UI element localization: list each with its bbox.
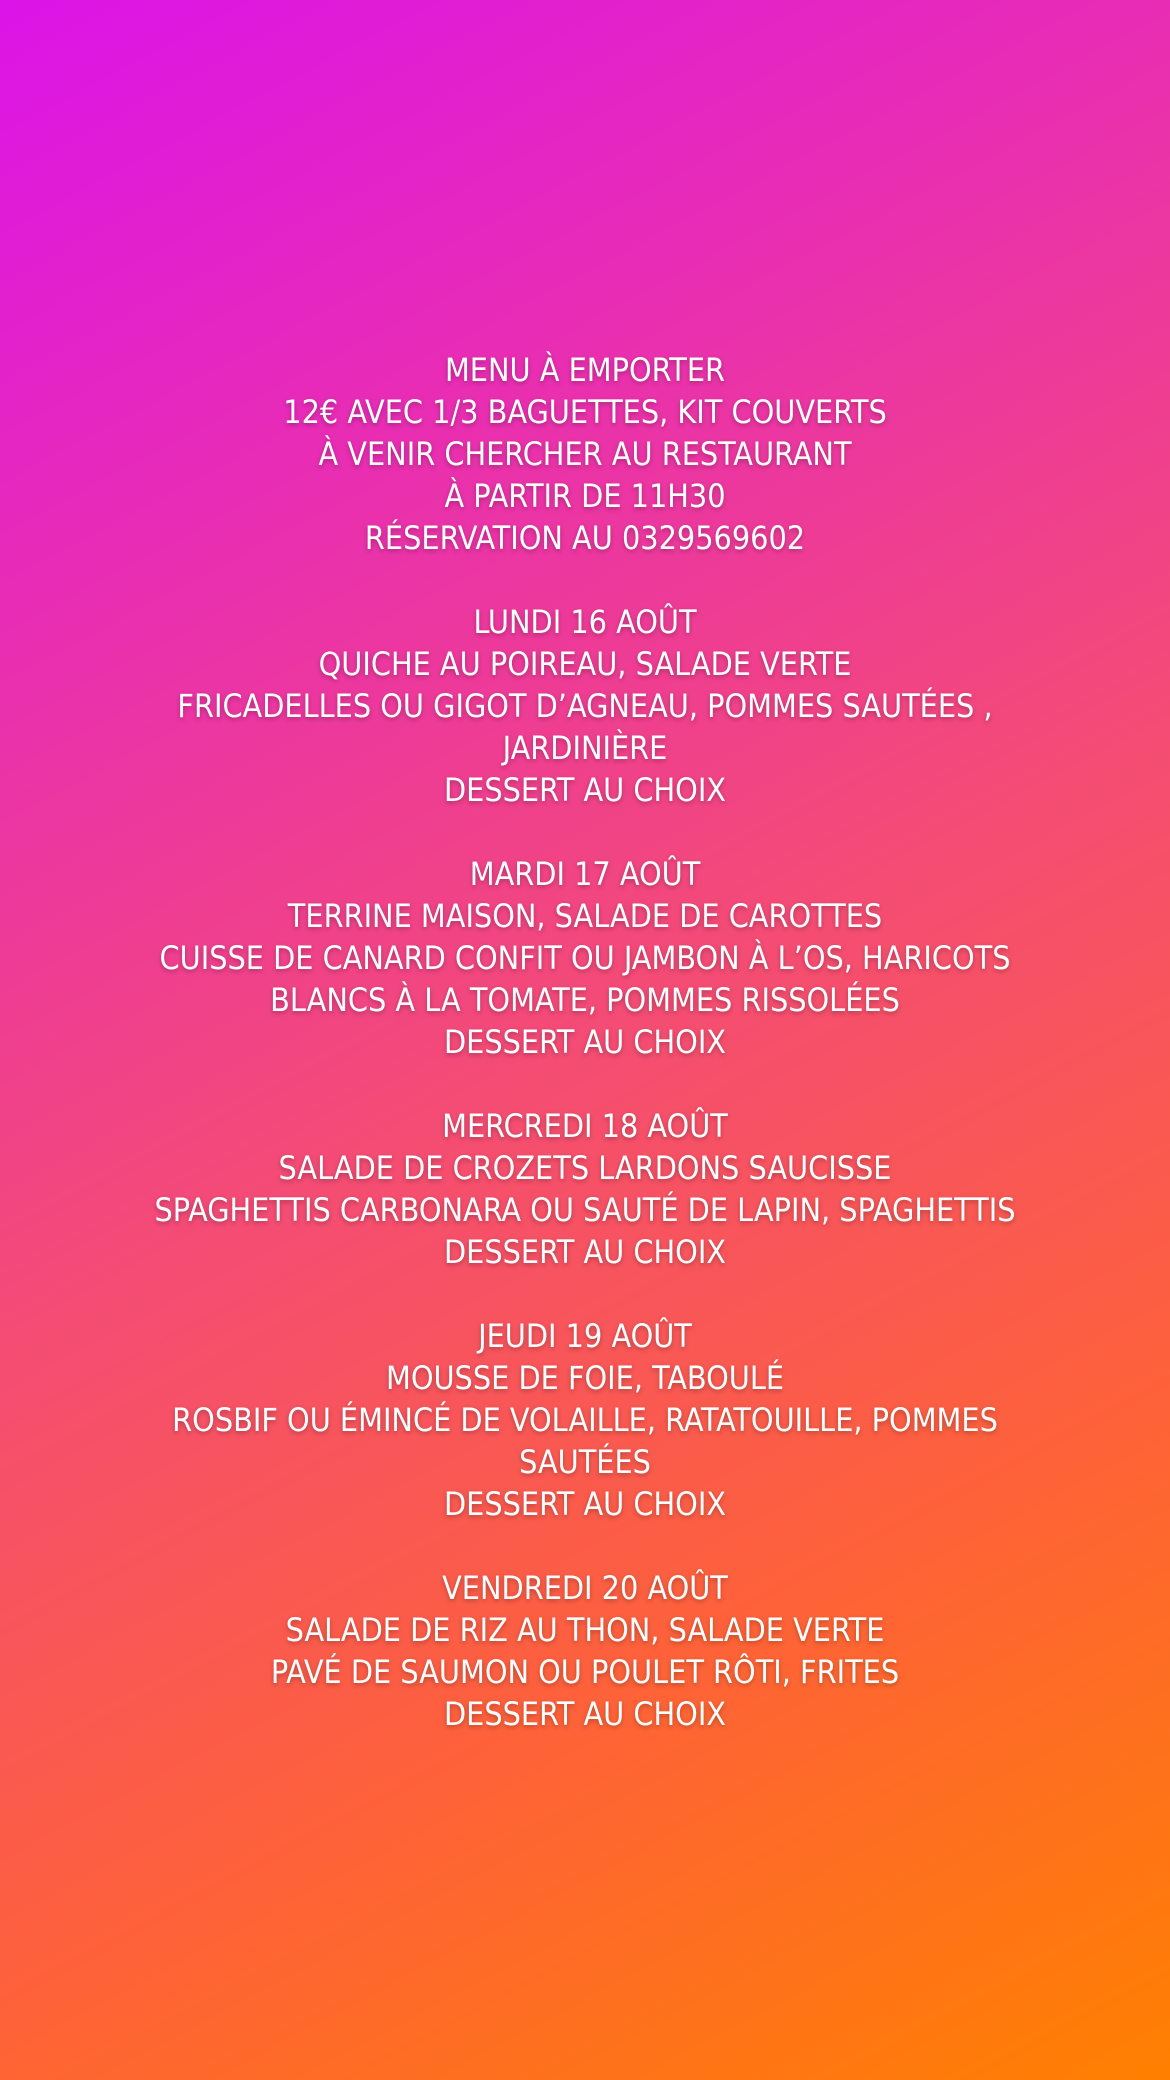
main-course-cont: SAUTÉES <box>519 1443 651 1481</box>
menu-pickup: À VENIR CHERCHER AU RESTAURANT <box>318 435 852 473</box>
day-title: MERCREDI 18 AOÛT <box>442 1107 728 1145</box>
day-wednesday <box>40 1105 1130 1273</box>
main-course: PAVÉ DE SAUMON OU POULET RÔTI, FRITES <box>270 1653 900 1691</box>
menu-reservation: RÉSERVATION AU 0329569602 <box>364 519 806 557</box>
day-tuesday <box>40 853 1130 1063</box>
main-course-cont: BLANCS À LA TOMATE, POMMES RISSOLÉES <box>270 981 900 1019</box>
day-friday <box>40 1567 1130 1735</box>
starter: SALADE DE RIZ AU THON, SALADE VERTE <box>285 1611 885 1649</box>
starter: SALADE DE CROZETS LARDONS SAUCISSE <box>278 1149 892 1187</box>
starter: MOUSSE DE FOIE, TABOULÉ <box>385 1359 785 1397</box>
dessert: DESSERT AU CHOIX <box>443 771 727 809</box>
dessert: DESSERT AU CHOIX <box>443 1695 727 1733</box>
menu-text <box>40 349 1130 1777</box>
day-title: LUNDI 16 AOÛT <box>473 603 697 641</box>
day-title: MARDI 17 AOÛT <box>469 855 701 893</box>
menu-time: À PARTIR DE 11H30 <box>444 477 726 515</box>
main-course: SPAGHETTIS CARBONARA OU SAUTÉ DE LAPIN, SPAGHETTIS <box>154 1191 1016 1229</box>
main-course-cont: JARDINIÈRE <box>502 729 668 767</box>
main-course: FRICADELLES OU GIGOT D’AGNEAU, POMMES SAUTÉES , <box>177 687 993 725</box>
main-course: CUISSE DE CANARD CONFIT OU JAMBON À L’OS, HARICOTS <box>159 939 1011 977</box>
dessert: DESSERT AU CHOIX <box>443 1023 727 1061</box>
starter: TERRINE MAISON, SALADE DE CAROTTES <box>287 897 883 935</box>
menu-title: MENU À EMPORTER <box>444 351 726 389</box>
day-monday <box>40 601 1130 811</box>
day-title: VENDREDI 20 AOÛT <box>442 1569 728 1607</box>
menu-price: 12€ AVEC 1/3 BAGUETTES, KIT COUVERTS <box>283 393 887 431</box>
menu-header <box>40 349 1130 559</box>
day-title: JEUDI 19 AOÛT <box>478 1317 692 1355</box>
day-thursday <box>40 1315 1130 1525</box>
dessert: DESSERT AU CHOIX <box>443 1233 727 1271</box>
dessert: DESSERT AU CHOIX <box>443 1485 727 1523</box>
starter: QUICHE AU POIREAU, SALADE VERTE <box>318 645 852 683</box>
main-course: ROSBIF OU ÉMINCÉ DE VOLAILLE, RATATOUILLE, POMMES <box>172 1401 998 1439</box>
